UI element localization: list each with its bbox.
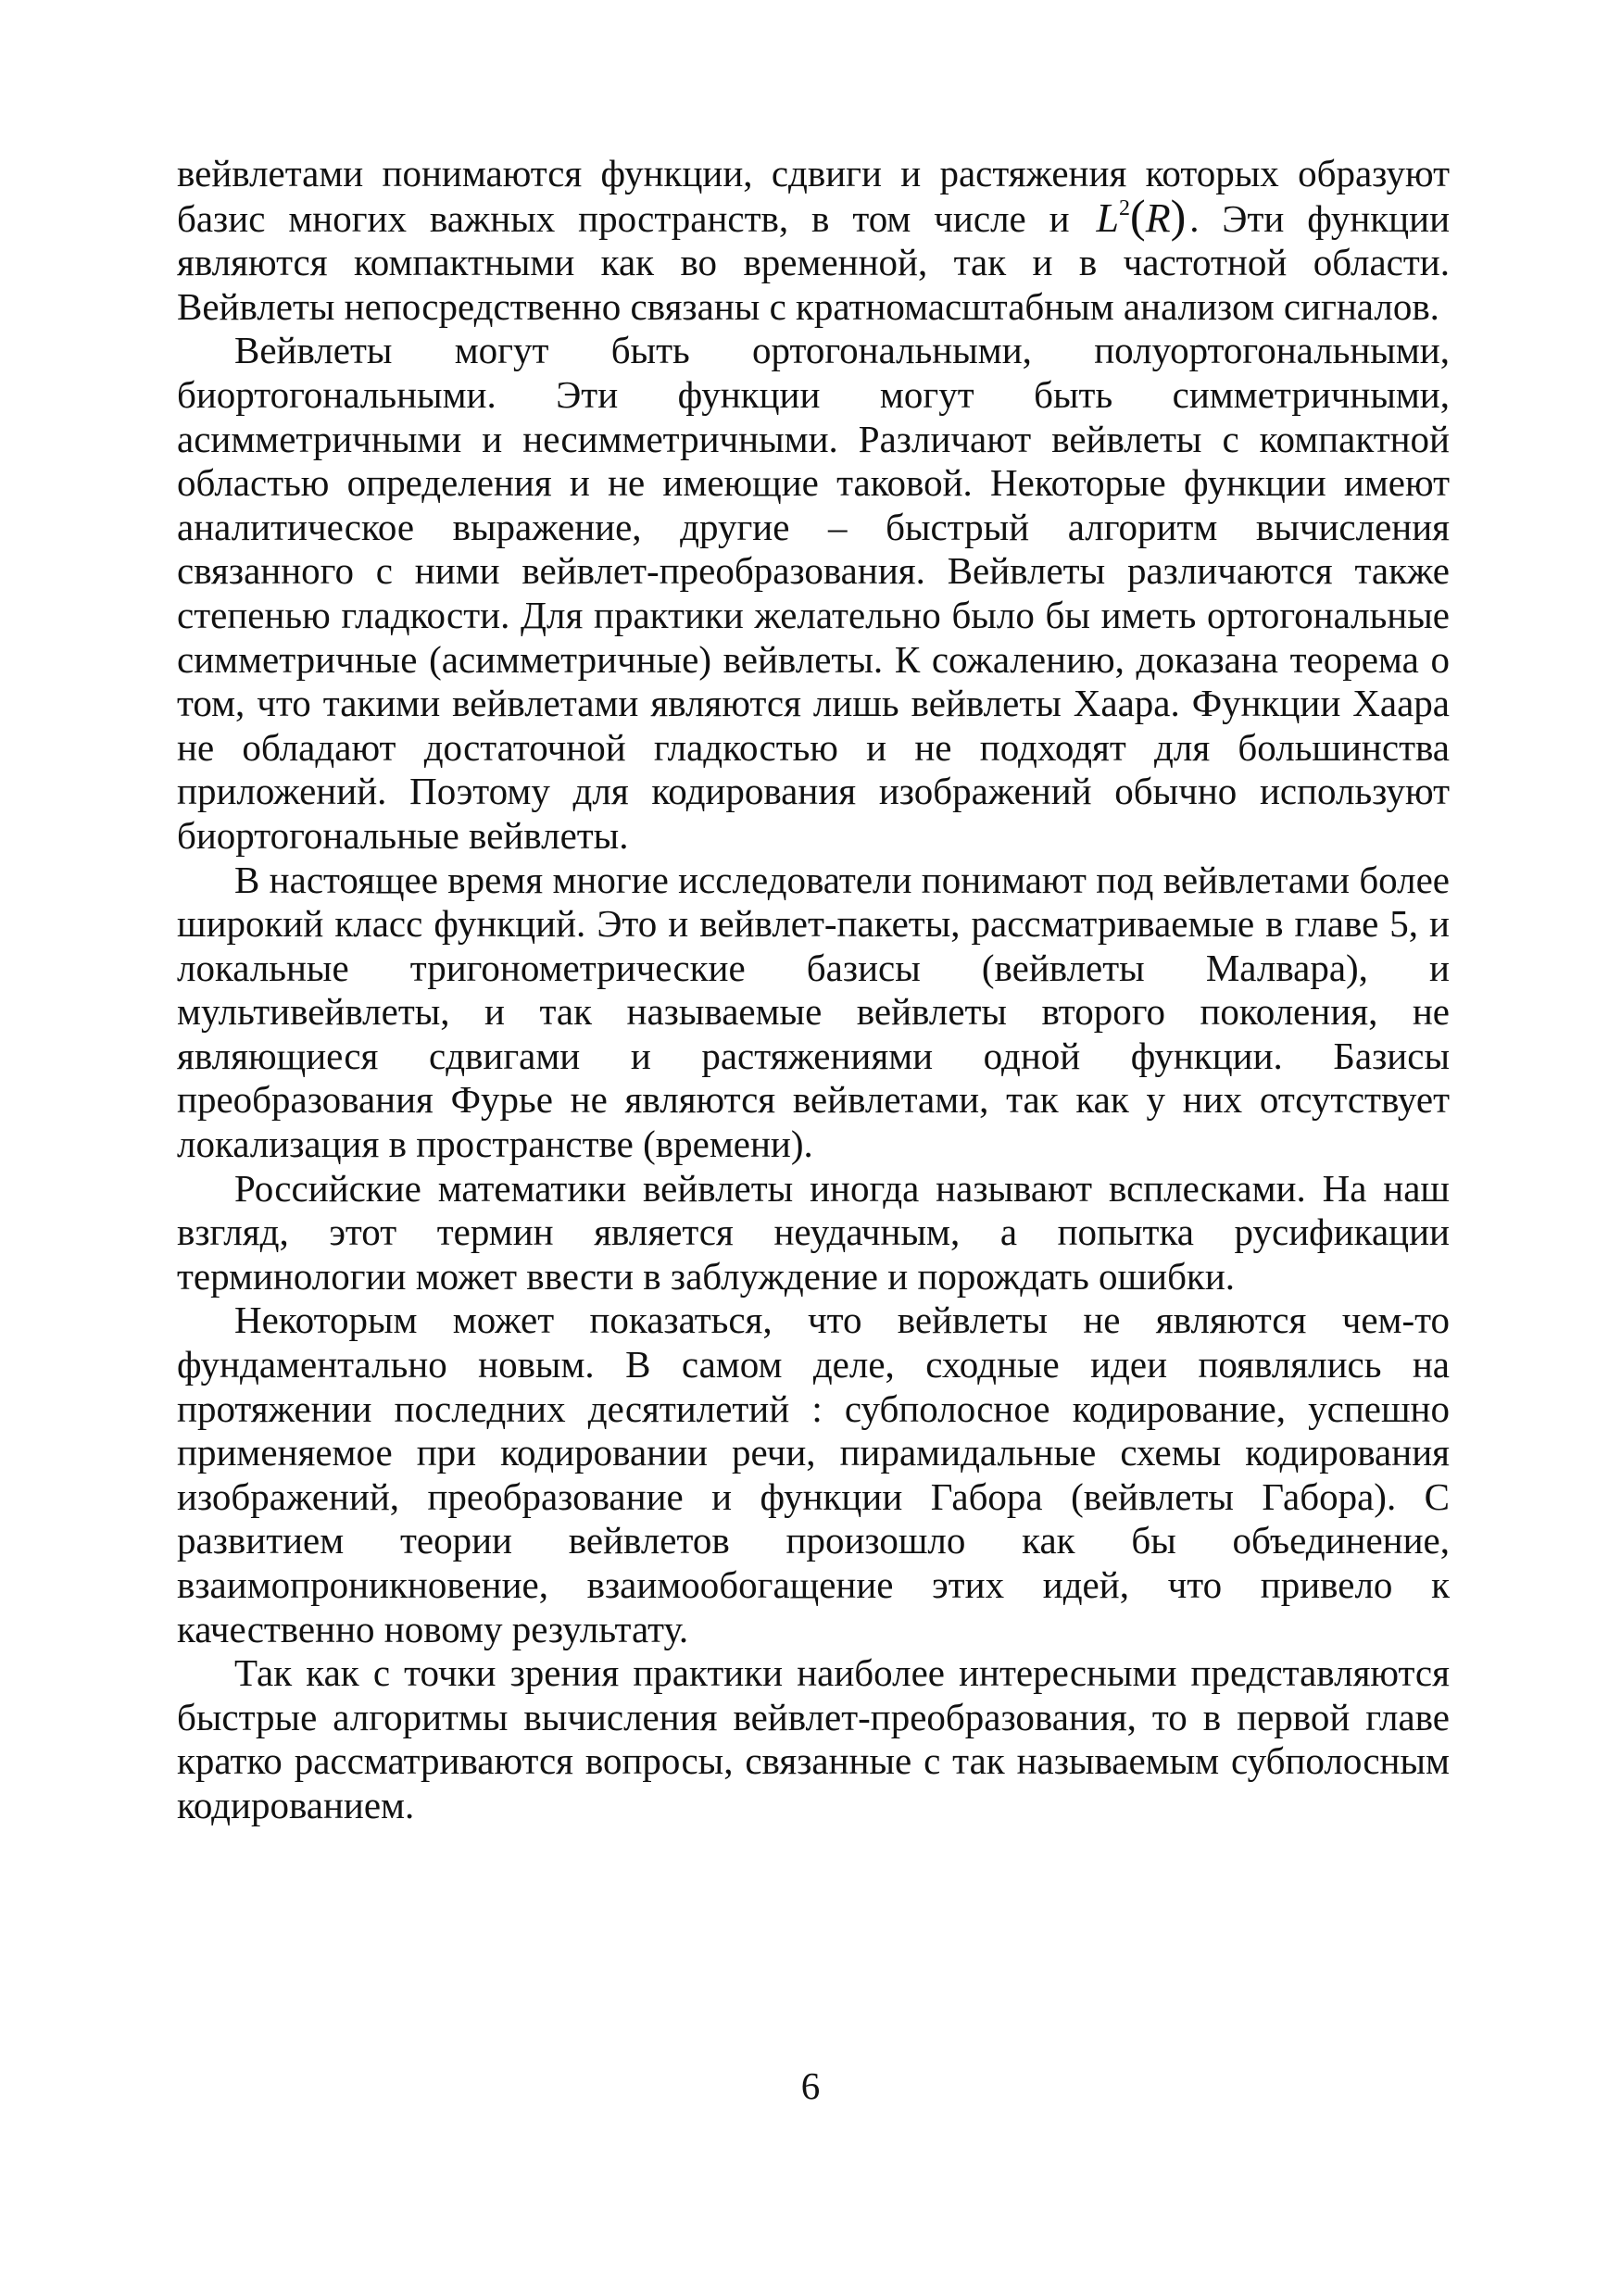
formula-argument: R (1145, 194, 1171, 241)
page-body (177, 152, 1450, 1828)
paragraph-5: Некоторым может показаться, что вейвлеты не являются чем-то фундаментально новым. В самом деле, сходные идеи появлялись на протяжении последних десятилетий : субполосное кодирование, успешно применяемое при кодировании речи, пирамидальные схемы кодирования изображений, преобразование и функции Габора (вейвлеты Габора). С развитием теории вейвлетов произошло как бы объединение, взаимопроникновение, взаимообогащение этих идей, что привело к качественно новому результату. (177, 1299, 1450, 1650)
paragraph-6: Так как с точки зрения практики наиболее интересными представляются быстрые алгоритмы вычисления вейвлет-преобразования, то в первой главе кратко рассматриваются вопросы, связанные с так называемым субполосным кодированием. (177, 1651, 1450, 1826)
page-number: 6 (800, 2064, 821, 2107)
formula-l2-r (1093, 189, 1190, 242)
paragraph-1 (177, 152, 1450, 329)
paragraph-4: Российские математики вейвлеты иногда называют всплесками. На наш взгляд, этот термин является неудачным, а попытка русификации терминологии может ввести в заблуждение и порождать ошибки. (177, 1166, 1450, 1298)
paragraph-1-text-before-formula: вейвлетами понимаются функции, сдвиги и растяжения которых образуют базис многих важных пространств, в том числе и (177, 152, 1450, 240)
paragraph-1-text-after-formula: . Эти функции являются компактными как во временной, так и в частотной области. Вейвлеты непосредственно связаны с кратномасштабным анализом сигналов. (177, 196, 1451, 328)
formula-superscript: 2 (1119, 195, 1131, 220)
paragraph-2: Вейвлеты могут быть ортогональными, полуортогональными, биортогональными. Эти функции могут быть симметричными, асимметричными и несимметричными. Различают вейвлеты с компактной областью определения и не имеющие таковой. Некоторые функции имеют аналитическое выражение, другие – быстрый алгоритм вычисления связанного с ними вейвлет-преобразования. Вейвлеты различаются также степенью гладкости. Для практики желательно было бы иметь ортогональные симметричные (асимметричные) вейвлеты. К сожалению, доказана теорема о том, что такими вейвлетами являются лишь вейвлеты Хаара. Функции Хаара не обладают достаточной гладкостью и не подходят для большинства приложений. Поэтому для кодирования изображений обычно используют биортогональные вейвлеты. (177, 329, 1450, 857)
formula-open-paren: ( (1130, 189, 1146, 242)
formula-close-paren: ) (1170, 189, 1187, 242)
formula-base: L (1096, 194, 1120, 241)
paragraph-3: В настоящее время многие исследователи понимают под вейвлетами более широкий класс функций. Это и вейвлет-пакеты, рассматриваемые в главе 5, и локальные тригонометрические базисы (вейвлеты Малвара), и мультивейвлеты, и так называемые вейвлеты второго поколения, не являющиеся сдвигами и растяжениями одной функции. Базисы преобразования Фурье не являются вейвлетами, так как у них отсутствует локализация в пространстве (времени). (177, 858, 1450, 1166)
